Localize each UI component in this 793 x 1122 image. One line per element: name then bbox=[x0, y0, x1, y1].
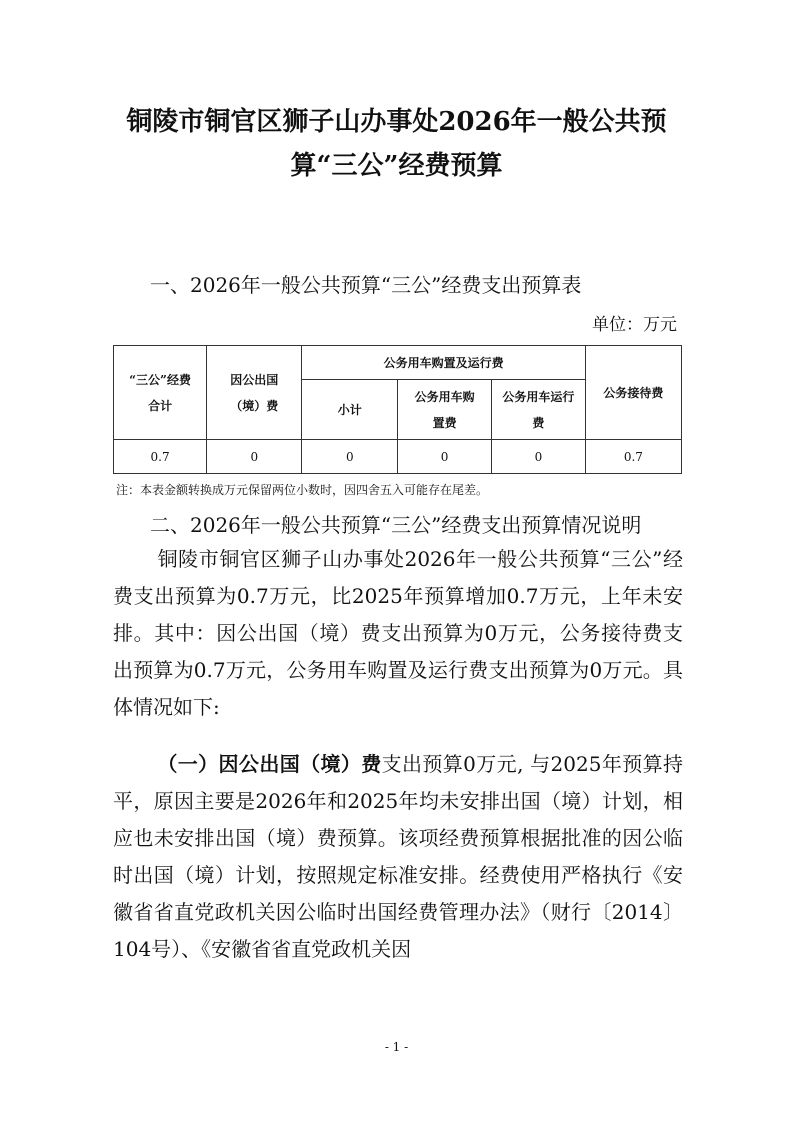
paragraph-abroad-heading: （一）因公出国（境）费 bbox=[157, 752, 382, 776]
unit-label: 单位：万元 bbox=[592, 315, 677, 335]
header-vehicle-buy bbox=[398, 380, 492, 440]
section1-title: 一、2026年一般公共预算“三公”经费支出预算表 bbox=[150, 273, 582, 297]
budget-table bbox=[113, 345, 682, 474]
header-subtotal: 小计 bbox=[302, 380, 398, 440]
document-title-line1: 铜陵市铜官区狮子山办事处2026年一般公共预 bbox=[126, 107, 667, 137]
header-vehicle-run-line2: 费 bbox=[532, 415, 545, 430]
cell-subtotal: 0 bbox=[302, 440, 398, 474]
header-total-line1: “三公”经费 bbox=[129, 372, 191, 387]
header-vehicle-group: 公务用车购置及运行费 bbox=[302, 346, 585, 380]
cell-vehicle-buy: 0 bbox=[398, 440, 492, 474]
paragraph-overview bbox=[113, 541, 683, 726]
header-total bbox=[114, 346, 207, 440]
header-abroad bbox=[207, 346, 302, 440]
header-reception: 公务接待费 bbox=[585, 346, 681, 440]
header-vehicle-run-line1: 公务用车运行 bbox=[502, 389, 575, 404]
header-vehicle-buy-line2: 置费 bbox=[432, 415, 457, 430]
cell-total: 0.7 bbox=[114, 440, 207, 474]
section2-title: 二、2026年一般公共预算“三公”经费支出预算情况说明 bbox=[150, 513, 642, 537]
header-abroad-line2: （境）费 bbox=[230, 398, 279, 413]
cell-vehicle-run: 0 bbox=[491, 440, 585, 474]
paragraph-abroad-text: 支出预算0万元, 与2025年预算持平，原因主要是2026年和2025年均未安排出国（境）计划，相应也未安排出国（境）费预算。该项经费预算根据批准的因公临时出国（境）计划，按照规定标准安排。经费使用严格执行《安徽省省直党政机关因公临时出国经费管理办法》（财行〔2014〕104号）、《安徽省省直党政机关因 bbox=[113, 752, 683, 961]
header-vehicle-buy-line1: 公务用车购 bbox=[414, 389, 475, 404]
cell-reception: 0.7 bbox=[585, 440, 681, 474]
paragraph-abroad bbox=[113, 746, 683, 968]
cell-abroad: 0 bbox=[207, 440, 302, 474]
paragraph-overview-text: 铜陵市铜官区狮子山办事处2026年一般公共预算“三公”经费支出预算为0.7万元，比2025年预算增加0.7万元，上年未安排。其中：因公出国（境）费支出预算为0万元，公务接待费支出预算为0.7万元，公务用车购置及运行费支出预算为0万元。具体情况如下: bbox=[113, 547, 683, 719]
header-abroad-line1: 因公出国 bbox=[230, 372, 279, 387]
table-row bbox=[114, 440, 682, 474]
table-note: 注：本表金额转换成万元保留两位小数时，因四舍五入可能存在尾差。 bbox=[116, 483, 489, 497]
page-number: - 1 - bbox=[384, 1040, 409, 1054]
header-vehicle-run bbox=[491, 380, 585, 440]
header-total-line2: 合计 bbox=[148, 398, 173, 413]
document-title-line2: 算“三公”经费预算 bbox=[290, 151, 503, 181]
